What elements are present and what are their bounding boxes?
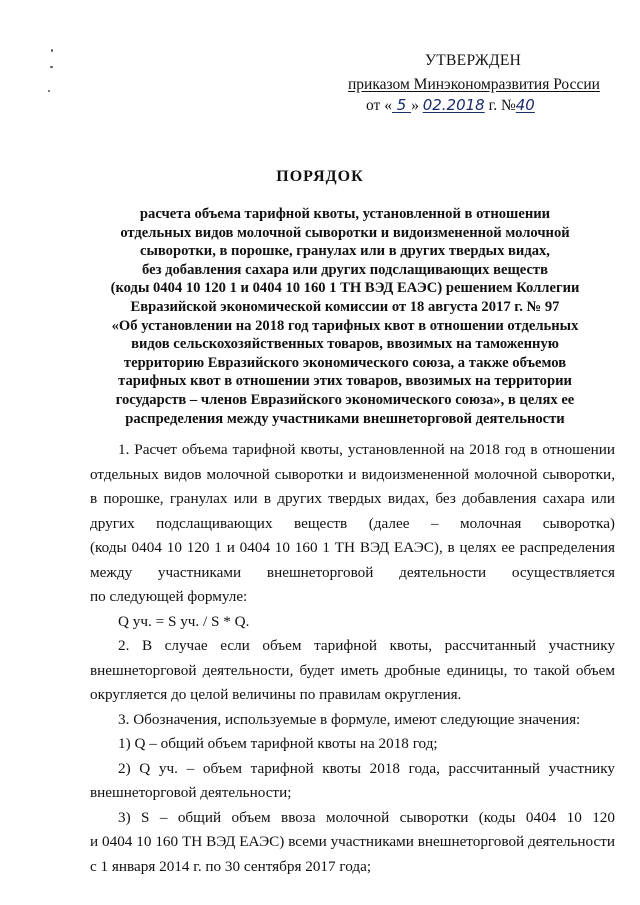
subtitle-line: видов сельскохозяйственных товаров, ввозимых на таможенную	[131, 336, 559, 353]
order-number: 40	[515, 96, 535, 114]
subtitle-line: без добавления сахара или других подслащивающих веществ	[142, 261, 548, 278]
subtitle-line: отдельных видов молочной сыворотки и видоизмененной молочной	[120, 224, 570, 241]
subtitle-line: «Об установлении на 2018 год тарифных квот в отношении отдельных	[111, 317, 579, 334]
paragraph-line: между участниками внешнеторговой деятельности осуществляется	[90, 563, 615, 581]
stray-mark	[48, 90, 50, 92]
date-month-year: 02.2018	[422, 96, 485, 114]
paragraph-line: внешнеторговой деятельности, будет иметь дробные единицы, то такой объем	[90, 661, 615, 679]
date-year-suffix: г. №	[488, 97, 516, 114]
approval-title: УТВЕРЖДЕН	[425, 52, 522, 69]
subtitle-line: сыворотки, в порошке, гранулах или в других твердых видах,	[140, 243, 550, 260]
approval-order-line: приказом Минэкономразвития России	[348, 76, 600, 93]
paragraph-line: (коды 0404 10 120 1 и 0404 10 160 1 ТН ВЭД ЕАЭС), в целях ее распределения	[90, 539, 615, 556]
subtitle-line: тарифных квот в отношении этих товаров, ввозимых на территории	[118, 373, 572, 390]
paragraph-line: округляется до целой величины по правилам округления.	[90, 686, 462, 703]
paragraph-line: с 1 января 2014 г. по 30 сентября 2017 года;	[90, 857, 372, 875]
list-item: 1) Q – общий объем тарифной квоты на 2018 год;	[118, 735, 438, 752]
document-subtitle	[80, 205, 610, 428]
paragraph-line: по следующей формуле:	[90, 588, 248, 605]
subtitle-line: (коды 0404 10 120 1 и 0404 10 160 1 ТН ВЭД ЕАЭС) решением Коллегии	[110, 280, 580, 297]
date-prefix: от «	[366, 97, 392, 114]
paragraph-line: внешнеторговой деятельности;	[90, 784, 292, 801]
formula: Q уч. = S уч. / S * Q.	[118, 612, 250, 630]
subtitle-line: государств – членов Евразийского экономического союза», в целях ее	[115, 391, 575, 408]
subtitle-line: территорию Евразийского экономического союза, а также объемов	[123, 354, 567, 371]
list-item: 2) Q уч. – объем тарифной квоты 2018 года, рассчитанный участнику	[118, 759, 615, 777]
paragraph-line: 2. В случае если объем тарифной квоты, рассчитанный участнику	[118, 637, 615, 654]
stray-mark	[50, 66, 53, 68]
paragraph-line: в порошке, гранулах или в других твердых видах, без добавления сахара или	[90, 490, 615, 507]
list-item: 3) S – общий объем ввоза молочной сыворотки (коды 0404 10 120	[118, 808, 615, 826]
document-title: ПОРЯДОК	[276, 168, 364, 185]
stray-mark	[51, 49, 53, 52]
subtitle-line: распределения между участниками внешнеторговой деятельности	[125, 410, 565, 427]
paragraph-line: 3. Обозначения, используемые в формуле, имеют следующие значения:	[118, 710, 581, 728]
subtitle-line: Евразийской экономической комиссии от 18 августа 2017 г. № 97	[130, 298, 560, 315]
paragraph-line: и 0404 10 160 ТН ВЭД ЕАЭС) всеми участниками внешнеторговой деятельности	[90, 833, 615, 850]
approval-date-line	[366, 96, 535, 115]
date-sep: »	[411, 97, 419, 114]
date-day: 5	[396, 96, 407, 114]
paragraph-line: 1. Расчет объема тарифной квоты, установленной на 2018 год в отношении	[118, 441, 615, 458]
subtitle-line: расчета объема тарифной квоты, установленной в отношении	[139, 206, 551, 222]
paragraph-line: отдельных видов молочной сыворотки и видоизмененной молочной сыворотки,	[90, 465, 615, 483]
paragraph-line: других подслащивающих веществ (далее – молочная сыворотка)	[90, 514, 615, 532]
document-body	[90, 438, 615, 879]
